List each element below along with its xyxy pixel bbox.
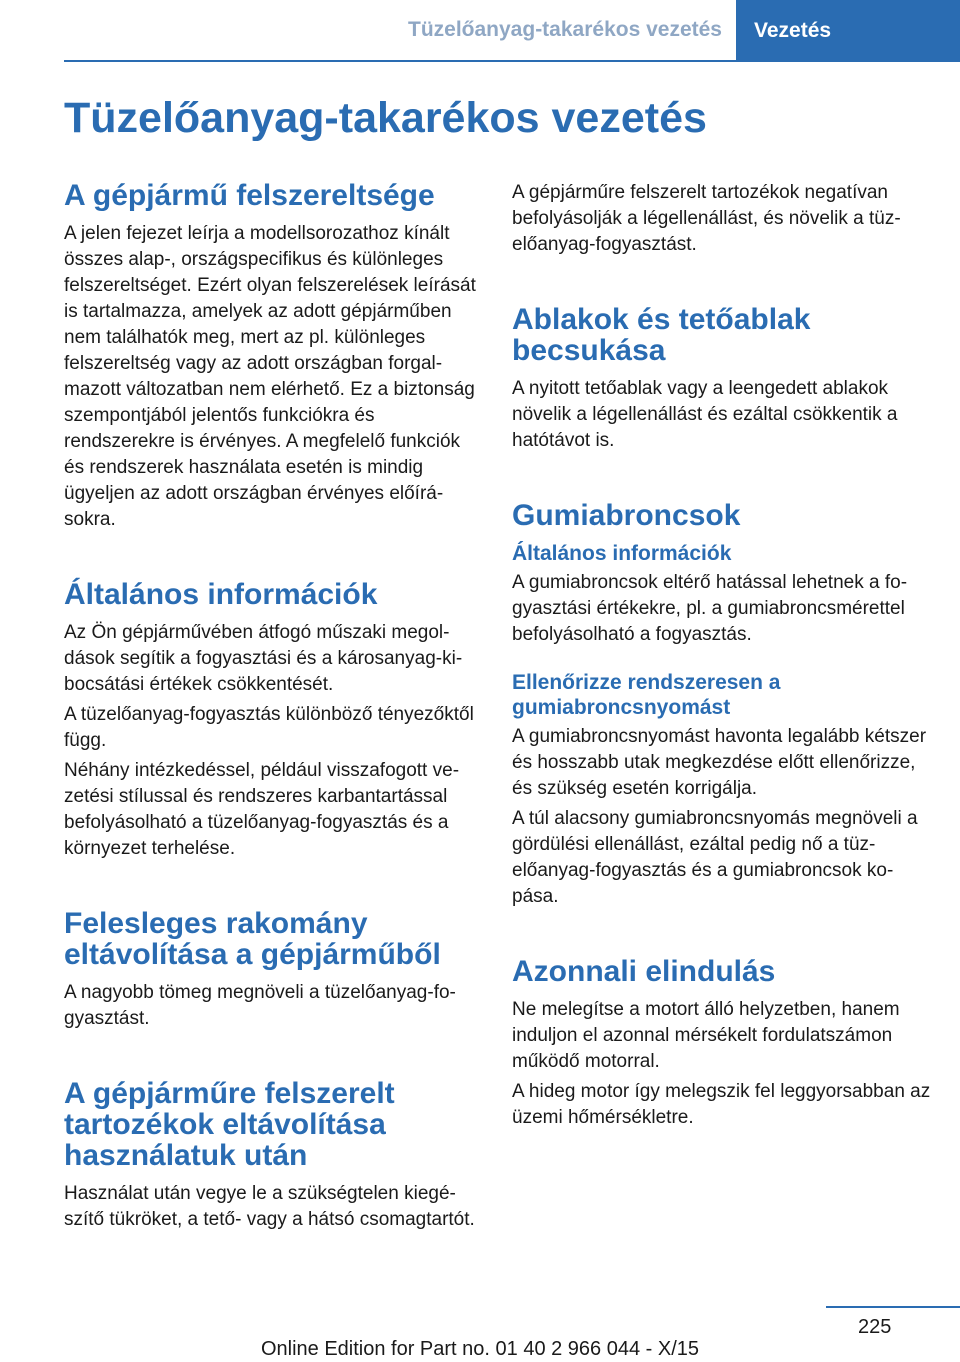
subheading-tires-general: Általános információk	[512, 542, 732, 565]
paragraph-tire-pressure-2: A túl alacsony gumiabroncsnyomás megnöveli a gördülési ellenállást, ezáltal pedig nő a tüzelőanyag-fogyasztás és a gumiabroncsok kopása.	[512, 808, 918, 907]
footer-rule	[826, 1306, 960, 1308]
heading-windows: Ablakok és tetőablak becsukása	[512, 303, 811, 367]
paragraph-general-2: A tüzelőanyag-fogyasztás különböző tényezőktől függ.	[64, 704, 474, 751]
heading-general-info: Általános információk	[64, 578, 378, 611]
paragraph-tires-general: A gumiabroncsok eltérő hatással lehetnek a fogyasztási értékekre, pl. a gumiabroncsmérettel befolyásolható a fogyasztás.	[512, 572, 908, 645]
paragraph-general-1: Az Ön gépjárművében átfogó műszaki megoldások segítik a fogyasztási és a károsanyag-kibocsátási értékek csökkentését.	[64, 622, 463, 695]
left-column	[64, 180, 480, 1237]
heading-accessories: A gépjárműre felszerelt tartozékok eltávolítása használatuk után	[64, 1077, 395, 1172]
page-number: 225	[858, 1316, 892, 1338]
paragraph-windows: A nyitott tetőablak vagy a leengedett ablakok növelik a légellenállást és ezáltal csökkentik a hatótávot is.	[512, 378, 898, 451]
running-header-section: Tüzelőanyag-takarékos vezetés	[408, 18, 722, 41]
right-column	[512, 180, 932, 1135]
paragraph-accessories-cont: A gépjárműre felszerelt tartozékok negatívan befolyásolják a légellenállást, és növelik a tüzelőanyag-fogyasztást.	[512, 182, 901, 255]
paragraph-start-1: Ne melegítse a motort álló helyzetben, hanem induljon el azonnal mérsékelt fordulatszámon működő motorral.	[512, 999, 900, 1072]
heading-immediate-start: Azonnali elindulás	[512, 955, 776, 988]
paragraph-start-2: A hideg motor így melegszik fel leggyorsabban az üzemi hőmérsékletre.	[512, 1081, 931, 1128]
subheading-tire-pressure: Ellenőrizze rendszeresen a gumiabroncsnyomást	[512, 671, 781, 719]
header-rule	[64, 60, 960, 62]
footer-edition: Online Edition for Part no. 01 40 2 966 044 - X/15	[260, 1338, 700, 1360]
heading-tires: Gumiabroncsok	[512, 499, 741, 532]
page-title: Tüzelőanyag-takarékos vezetés	[64, 94, 707, 142]
chapter-tab: Vezetés	[736, 0, 960, 62]
heading-cargo: Felesleges rakomány eltávolítása a gépjárműből	[64, 907, 441, 971]
heading-equipment: A gépjármű felszereltsége	[64, 179, 435, 212]
paragraph-general-3: Néhány intézkedéssel, például visszafogott vezetési stílussal és rendszeres karbantartással befolyásolható a tüzelőanyag-fogyasztás és a környezet terhelése.	[64, 760, 460, 859]
paragraph-accessories: Használat után vegye le a szükségtelen kiegészítő tükröket, a tető- vagy a hátsó csomagtartót.	[64, 1183, 475, 1230]
paragraph-equipment: A jelen fejezet leírja a modellsorozathoz kínált összes alap-, országspecifikus és különleges felszereltséget. Ezért olyan felszerelések leírását is tartalmazza, amelyek az adott gépjárműben nem találhatók meg, mert az pl. különleges felszereltség vagy az adott országban forgalmazott változatban nem elérhető. Ez a biztonság szempontjából jelentős funkciókra és rendszerekre is érvényes. A megfelelő funkciók és rendszerek használata esetén is mindig ügyeljen az adott országban érvényes előírásokra.	[64, 223, 476, 530]
paragraph-tire-pressure-1: A gumiabroncsnyomást havonta legalább kétszer és hosszabb utak megkezdése előtt ellenőrizze, és szükség esetén korrigálja.	[512, 726, 927, 799]
paragraph-cargo: A nagyobb tömeg megnöveli a tüzelőanyag-fogyasztást.	[64, 982, 456, 1029]
